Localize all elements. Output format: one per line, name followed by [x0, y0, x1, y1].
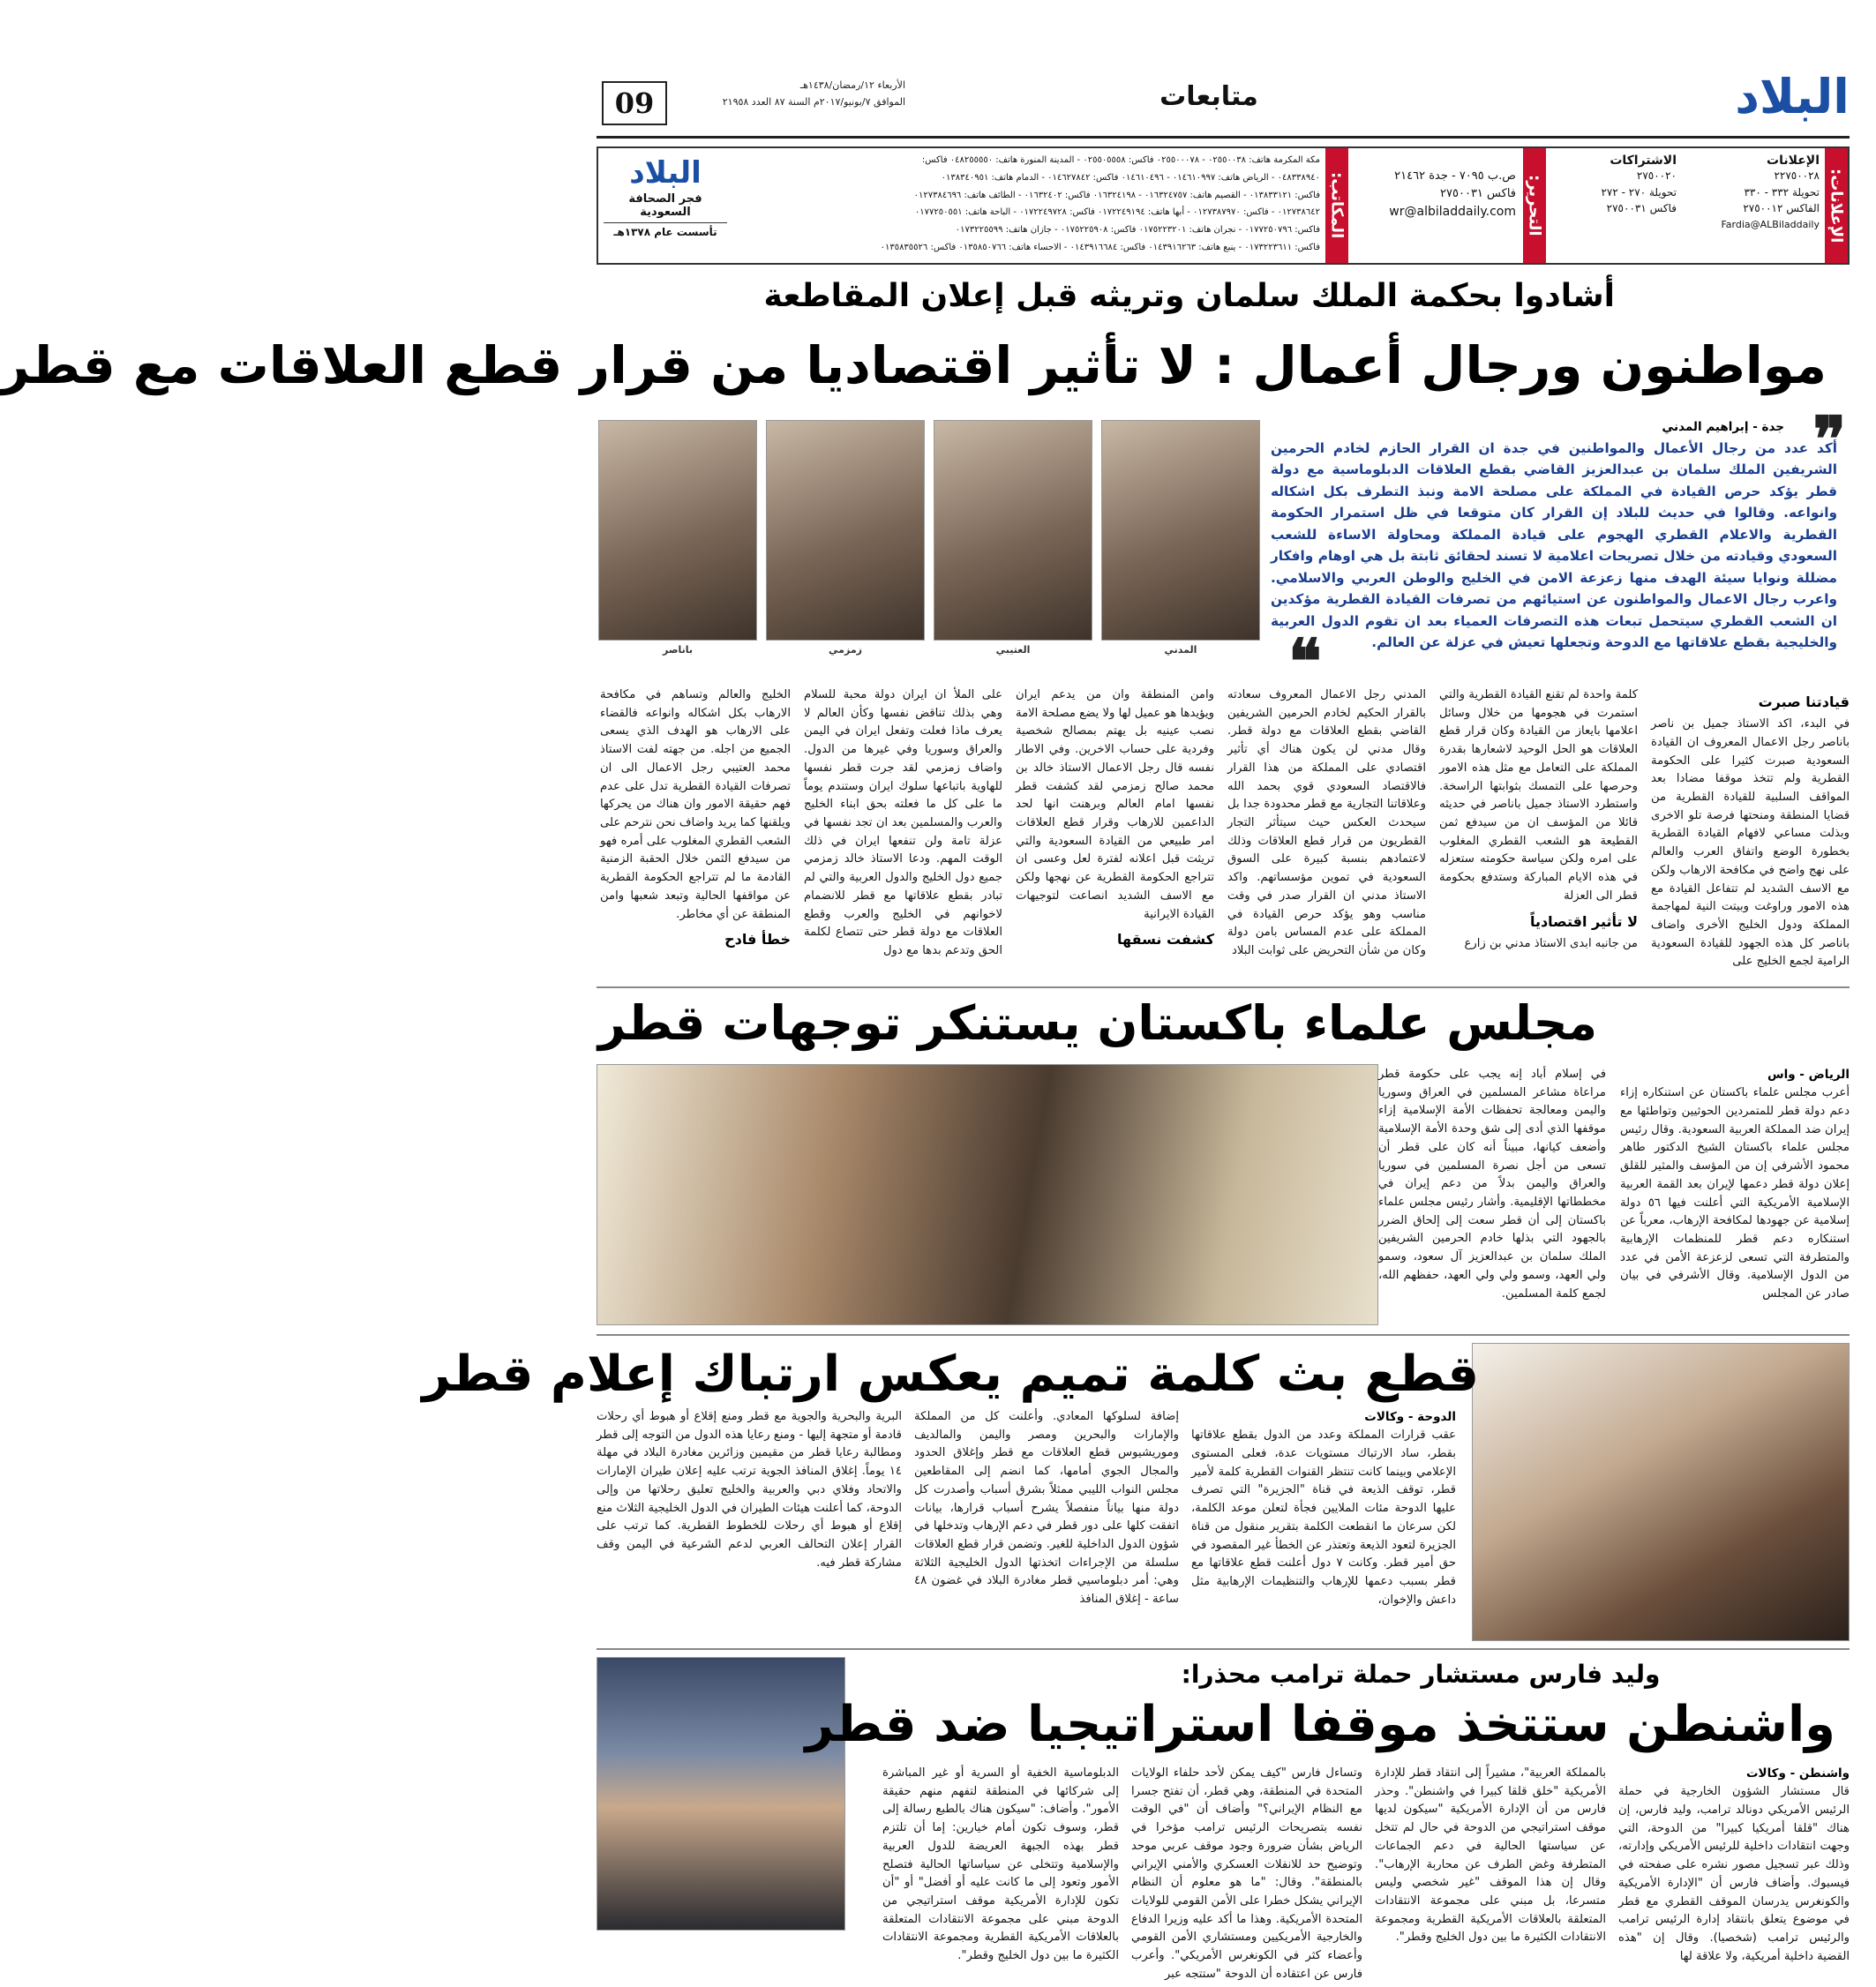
editorial-line: فاكس ٢٧٥٠٠٣١: [1440, 187, 1516, 201]
article2-text: في إسلام أباد إنه يجب على حكومة قطر مراعاة مشاعر المسلمين في العراق وسوريا واليمن ومعالجة تحفظات الأمة الإسلامية إزاء موقفها الذي أدى إلى شق وحدة الأمة الإسلامية وأضعف كيانها، مبيناً أنه كان على قطر أن تسعى من أجل نصرة المسلمين في سوريا والعراق واليمن بدلاً من دعم إيران في مخططاتها الإقليمية. وأشار رئيس مجلس علماء باكستان إلى أن قطر سعت إلى إلحاق الضرر بالجهود التي بذلها خادم الحرمين الشريفين الملك سلمان بن عبدالعزيز آل سعود، وسمو ولي العهد، وسمو ولي ولي العهد، حفظهم الله، لجمع كلمة المسلمين.: [1378, 1068, 1606, 1301]
article1-headline: مواطنون ورجال أعمال : لا تأثير اقتصاديا من قرار قطع العلاقات مع قطر: [0, 335, 1827, 395]
header-rule: [597, 136, 1850, 139]
article1-text-tail: من جانبه ابدى الاستاذ مدني بن زارع: [1464, 936, 1638, 950]
article4-column: [1375, 1765, 1606, 1961]
quote-close-icon: ❝: [1288, 625, 1322, 698]
article4-byline: واشنطن - وكالات: [1745, 1766, 1850, 1781]
article1-kicker: أشادوا بحكمة الملك سلمان وتريثه قبل إعلان المقاطعة: [763, 278, 1615, 314]
article1-column: [1651, 686, 1850, 1066]
subs-line: تحويلة ٢٧٠ - ٢٧٢: [1601, 185, 1677, 199]
divider: [597, 1334, 1850, 1336]
article4-column: [1618, 1765, 1850, 1961]
contact-infobox: [597, 146, 1850, 265]
article4-headline: واشنطن ستتخذ موقفا استراتيجيا ضد قطر: [805, 1696, 1835, 1753]
article4-column: [882, 1765, 1119, 1961]
offices-label: المكاتب:: [1325, 148, 1348, 263]
infobox-logo: البلاد: [629, 155, 702, 191]
editorial-email: wr@albiladdaily.com: [1389, 205, 1516, 220]
quote-open-icon: ❞: [1812, 402, 1846, 476]
infobox-brand: [604, 154, 727, 238]
article2-headline: مجلس علماء باكستان يستنكر توجهات قطر: [597, 995, 1597, 1051]
article4-text: بالمملكة العربية"، مشيراً إلى انتقاد قطر للإدارة الأمريكية "خلق قلقا كبيرا في واشنطن". وحذر فارس من أن الإدارة الأمريكية "سيكون لديها موقف استراتيجي من الدوحة في حال لم تتخل عن سياستها الحالية في دعم الجماعات المتطرفة وغض الطرف عن محاربة الإرهاب". وقال إن هذا الموقف "غير شخصي وليس متسرعا، بل مبني على مجموعة الانتقادات المتعلقة بالعلاقات الأمريكية القطرية ومجموعة الانتقادات الكثيرة ما بين دول الخليج وقطر".: [1375, 1766, 1606, 1945]
article4-text: وتساءل فارس "كيف يمكن لأحد حلفاء الولايات المتحدة في المنطقة، وهي قطر، أن تفتح جسرا مع النظام الإيراني؟" وأضاف أن "في الوقت نفسه بتصريحات الرئيس ترامب مؤخرا في الرياض بشأن ضرورة وجود موقف عربي موحد وتوضيح حد للانفلات العسكري والأمني الإيراني بالمنطقة". وقال: "ما هو معلوم أن النظام الإيراني يشكل خطرا على الأمن القومي للولايات المتحدة الأمريكية. وهذا ما أكد عليه وزيرا الدفاع والخارجية الأمريكيين ومستشاري الأمن القومي وأعضاء كثر في الكونغرس الأمريكي". وأعرب فارس عن اعتقاده أن الدوحة "ستتجه عبر: [1131, 1766, 1362, 1981]
article1-text: المدني رجل الاعمال المعروف سعادته بالقرار الحكيم لخادم الحرمين الشريفين القاضي بقطع العلاقات مع دولة قطر. وقال مدني لن يكون هناك أي تأثير اقتصادي على المملكة من هذا القرار فالاقتصاد السعودي قوي بحمد الله وعلاقاتنا التجارية مع قطر محدودة جدا بل سيحدث العكس حيث سيتأثر التجار القطريون من قرار قطع العلاقات وذلك لاعتمادهم بنسبة كبيرة على السوق السعودية في تموين مؤسساتهم. واكد الاستاذ مدني ان القرار صدر في وقت مناسب وهو يؤكد حرص القيادة في المملكة على عدم المساس بامن دولة وكان من شأن التحريض على ثوابت البلاد: [1227, 688, 1426, 958]
subs-block: [1553, 154, 1677, 217]
photo-caption: زمزمي: [829, 644, 862, 656]
section-title: متابعات: [1159, 81, 1258, 112]
masthead-logo-text: البلاد: [1735, 69, 1850, 124]
photo-caption: المدني: [1164, 644, 1197, 656]
ads-line: تحويلة ٣٣٢ - ٣٣٠: [1744, 185, 1820, 199]
article3-headline: قطع بث كلمة تميم يعكس ارتباك إعلام قطر: [422, 1346, 1479, 1403]
portrait-photo: [1101, 420, 1260, 641]
offices-line: فاكس: ٠١٣٨٣٣١٢١ - القصيم هاتف: ٠١٦٣٢٤٧٥٧ - ٠١٦٣٢٤١٩٨ فاكس: ٠١٦٣٢٤٠٢ - الطائف هاتف: ٠١٢٧٣٨٤٦٩٦: [913, 190, 1320, 200]
ads-email: Fardia@ALBiladdaily: [1721, 218, 1820, 230]
editorial-label: التحرير:: [1523, 148, 1546, 263]
tamim-photo: [1472, 1343, 1850, 1641]
article1-text: وامن المنطقة وان من يدعم ايران ويؤيدها هو عميل لها ولا يضع مصلحة الامة نصب عينيه بل يهتم بمصالح شخصية وفردية على حساب الاخرين. وفي الاطار نفسه قال رجل الاعمال الاستاذ خالد بن محمد صالح زمزمي لقد كشفت قطر نفسها امام العالم وبرهنت انها لحد الداعمين للارهاب وقرار قطع العلاقات امر طبيعي من القيادة السعودية والتي تريثت قبل اعلانه لفترة لعل وعسى ان تتراجع الحكومة القطرية عن نهجها ولكن مع الاسف الشديد انصاعت لتوجيهات القيادة الايرانية: [1016, 688, 1214, 921]
issue-date-line2: الموافق ٧/يونيو/٢٠١٧م السنة ٨٧ العدد ٢١٩٥٨: [722, 95, 905, 108]
page-number: 09: [602, 81, 667, 125]
article1-byline: جدة - إبراهيم المدني: [1662, 420, 1784, 434]
issue-date-line1: الأربعاء ١٢/رمضان/١٤٣٨هـ: [799, 79, 905, 91]
article4-text: الدبلوماسية الخفية أو السرية أو غير المباشرة إلى شركائها في المنطقة لتفهم منهم حقيقة الأمور". وأضاف: "سيكون هناك بالطبع رسالة إلى قطر، وسوف تكون أمام خيارين: إما أن تلتزم قطر بهذه الجبهة العريضة للدول العربية والإسلامية وتتخلى عن سياساتها الحالية فتصلح الأمور وتعود إلى ما كانت عليه أو أفضل" أو "أن تكون للإدارة الأمريكية موقف استراتيجي من الدوحة مبني على مجموعة الانتقادات المتعلقة بالعلاقات الأمريكية القطرية ومجموعة الانتقادات الكثيرة ما بين دول الخليج وقطر".: [882, 1766, 1119, 1963]
masthead-logo: [1735, 69, 1850, 129]
offices-line: مكة المكرمة هاتف: ٠٢٥٥٠٠٣٨ - ٠٢٥٥٠٠٠٧٨ فاكس: ٠٢٥٥٠٥٥٥٨ - المدينة المنورة هاتف: ٠٤٨٢٥٥٥٥٠ فاكس:: [921, 155, 1320, 165]
article1-subhead: قيادتنا صبرت: [1758, 694, 1850, 710]
article3-byline: الدوحة - وكالات: [1364, 1410, 1456, 1424]
article3-text: عقب قرارات المملكة وعدد من الدول بقطع علاقاتها بقطر، ساد الارتباك مستويات عدة، فعلى المستوى الإعلامي وبينما كانت تنتظر القنوات القطرية كلمة لأمير قطر، توقف الذيعة في قناة "الجزيرة" التي تصرف عليها الدوحة مئات الملايين فجأة لتعلن موعد الكلمة، لكن سرعان ما انقطعت الكلمة بتقرير منقول من قناة الجزيرة لتعود الذيعة وتعتذر عن الخطأ غير المقصود في حق أمير قطر. وكانت ٧ دول أعلنت قطع علاقاتها مع قطر بسبب دعمها للإرهاب والتنظيمات الإرهابية مثل داعش والإخوان،: [1191, 1428, 1456, 1607]
article3-text: البرية والبحرية والجوية مع قطر ومنع إقلاع أو هبوط أي رحلات قادمة أو متجهة إليها - ومنع رعايا هذه الدول من التوجه إلى قطر ومطالبة رعايا قطر من مقيمين وزائرين مغادرة البلاد في مهلة ١٤ يوماً. إغلاق المنافذ الجوية ترتب عليه إعلان طيران الإمارات والاتحاد وفلاي دبي والعربية والخليج تعليق رحلاتها من وإلى الدوحة، كما أعلنت هيئات الطيران في الدول الخليجية الثلاث منع إقلاع أو هبوط أي رحلات للخطوط القطرية. كما ترتب على القرار إعلان التحالف العربي لدعم الشرعية في اليمن وقف مشاركة قطر فيه.: [597, 1410, 902, 1570]
subs-line: فاكس ٢٧٥٠٠٣١: [1606, 202, 1677, 215]
article1-subhead: لا تأثير اقتصادياً: [1529, 912, 1638, 930]
article2-column: [1620, 1066, 1850, 1332]
issue-date: [676, 78, 905, 131]
article3-column: [914, 1408, 1179, 1641]
article1-text: في البدء، اكد الاستاذ جميل بن ناصر باناصر رجل الاعمال المعروف ان القيادة السعودية صبرت كثيرا على الحكومة القطرية ولم تتخذ موقفا مضادا بعد المواقف السلبية للقيادة القطرية من قضايا المنطقة ومنحتها فرصة تلو الاخرى وبذلت مساعي لافهام القيادة القطرية بخطورة الوضع واتفاق العرب والعالم على نهج واضح في مكافحة الارهاب ولكن مع الاسف الشديد لم تتفاعل القيادة مع هذه الامور وراوغت وبيتت النية لمهاجمة المملكة ودول الخليج الأخرى واضاف باناصر كل هذه الجهود للقيادة السعودية الرامية لجمع الخليج على: [1651, 717, 1850, 969]
offices-line: ٠٤٨٣٣٨٩٤٠ - الرياض هاتف: ٠١٤٦١٠٩٩٧ - ٠١٤٦١٠٤٩٦ فاكس: ٠١٤٦٢٧٨٤٢ - الدمام هاتف: ٠١٣٨٣٤٠٩٥١: [941, 172, 1320, 183]
divider: [597, 986, 1850, 988]
article2-text: أعرب مجلس علماء باكستان عن استنكاره إزاء دعم دولة قطر للمتمردين الحوثيين وتواطئها مع إيران ضد المملكة العربية السعودية. وقال رئيس مجلس علماء باكستان الشيخ الدكتور طاهر محمود الأشرفي إن من المؤسف والمثير للقلق إعلان دولة قطر دعمها لإيران بعد القمة العربية الإسلامية الأمريكية التي أعلنت فيها ٥٦ دولة إسلامية عن جهودها لمكافحة الإرهاب، معرباً عن استنكاره دعم قطر للمنظمات الإرهابية والمتطرفة التي تسعى لزعزعة الأمن في عدد من الدول الإسلامية. وقال الأشرفي في بيان صادر عن المجلس: [1620, 1086, 1850, 1301]
offices-line: ٠١٢٧٣٨٦٤٢ - فاكس: ٠١٢٧٣٨٧٩٧٠ - أبها هاتف: ٠١٧٢٢٤٩١٩٤ فاكس: ٠١٧٢٢٤٩٧٢٨ - الباحة هاتف: ٠١٧٧٢٥٠٥٥١: [914, 207, 1320, 218]
portrait-photo: [766, 420, 925, 641]
subs-line: ٢٧٥٠٠٢٠: [1636, 169, 1677, 182]
offices-line: فاكس: ٠١٧٧٢٥٠٧٩٦ - نجران هاتف: ٠١٧٥٢٢٣٢٠١ فاكس: ٠١٧٥٢٢٥٩٠٨ - جازان هاتف: ٠١٧٣٢٢٥٥٩٩: [955, 225, 1320, 236]
scholars-photo: [597, 1064, 1378, 1325]
editorial-block: [1354, 168, 1516, 222]
article1-subhead: كشفت نسقها: [1117, 931, 1214, 949]
article4-text: قال مستشار الشؤون الخارجية في حملة الرئيس الأمريكي دونالد ترامب، وليد فارس، إن هناك "قلقا أمريكيا كبيرا" من الدوحة، التي وجهت انتقادات داخلية للرئيس الأمريكي وإدارته، وذلك عبر تسجيل مصور نشره على صفحته في فيسبوك. وأضاف فارس أن "الإدارة الأمريكية والكونغرس يدرسان الموقف القطري مع قطر في موضوع يتعلق بانتقاد إدارة الرئيس ترامب والرئيس ترامب (شخصيا). وقال إن "هذه القضية داخلية أمريكية، ولا علاقة لها: [1618, 1785, 1850, 1963]
article4-kicker: وليد فارس مستشار حملة ترامب محذرا:: [1181, 1660, 1661, 1689]
article3-column: [597, 1408, 902, 1641]
ads-block: [1689, 154, 1820, 232]
article1-text: على الملأ ان ايران دولة محبة للسلام وهي بذلك تناقض نفسها وكأن العالم لا يعرف ماذا فعلت وتفعل ايران في اليمن والعراق وسوريا وفي غيرها من الدول. واضاف زمزمي لقد جرت قطر نفسها للهاوية باتباعها سلوك ايران وستندم يوماً ما على كل ما فعلته بحق ابناء الخليج والعرب والمسلمين بعد ان تجد نفسها في عزلة تامة ولن تنفعها ايران في ذلك الوقت المهم. ودعا الاستاذ خالد زمزمي جميع دول الخليج والدول العربية والتي لم تبادر بقطع علاقاتها مع قطر للانضمام لاخوانهم في الخليج والعرب وقطع العلاقات مع دولة قطر حتى تتصاع لكلمة الحق وتدعم بدها مع دول: [804, 688, 1002, 958]
article4-column: [1131, 1765, 1362, 1981]
ads-line: ٢٢٧٥٠٠٢٨: [1774, 169, 1820, 182]
article1-lead: أكد عدد من رجال الأعمال والمواطنين في جدة ان القرار الحازم لخادم الحرمين الشريفين الملك سلمان بن عبدالعزيز القاضي بقطع العلاقات الدبلوماسية مع دولة قطر يؤكد حرص القيادة في المملكة على مصلحة الامة ونبذ التطرف بكل اشكاله وانواعه. وقالوا في حديث للبلاد إن القرار كان متوقعا في ظل استمرار الحكومة القطرية والاعلام القطري الهجوم على قيادة المملكة ومحاولة الاساءة للشعب السعودي وقيادته من خلال تصريحات اعلامية لا تسند لحقائق ثابتة بل هي اوهام وافكار مضللة ونوايا سيئة الهدف منها زعزعة الامن في الخليج والوطن العربي والاسلامي. واعرب رجال الاعمال والمواطنون عن استيائهم من تصرفات القيادة القطرية مؤكدين ان الشعب القطري سيتحمل تبعات هذه التصرفات العمياء بعد ان تقوم الدول العربية والخليجية بقطع علاقاتها مع الدوحة وتجعلها تعيش في عزلة عن العالم.: [1271, 440, 1837, 651]
article3-column: [1191, 1408, 1456, 1641]
editorial-line: ص.ب ٧٠٩٥ - جدة ٢١٤٦٢: [1394, 169, 1516, 183]
article1-subhead: خطأ فادح: [724, 931, 791, 949]
portrait-photo: [934, 420, 1092, 641]
ads-line: الفاكس ٢٧٥٠٠١٢: [1743, 202, 1820, 215]
photo-caption: العتيبي: [995, 644, 1031, 656]
offices-block: [807, 152, 1320, 257]
offices-line: فاكس: ٠١٧٣٢٢٣٦١١ - ينبع هاتف: ٠١٤٣٩١٦٢٦٣ فاكس: ٠١٤٣٩١٦٦٨٤ - الاحساء هاتف: ٠١٣٥٨٥٠٧٦٦ فاكس: ٠١٣٥٨٣٥٥٢٦: [880, 242, 1320, 252]
article2-column: [1378, 1066, 1606, 1332]
divider: [597, 1648, 1850, 1650]
article3-text: إضافة لسلوكها المعادي. وأعلنت كل من المملكة والإمارات والبحرين ومصر واليمن والمالديف وموريشيوس قطع العلاقات مع قطر وإغلاق الحدود والمجال الجوي أمامها، كما انضم إلى المقاطعين مجلس النواب الليبي ممثلاً بشرق أسباب وأصدرت كل دولة منها بياناً منفصلاً يشرح أسباب قرارها، بيانات اتفقت كلها على دور قطر في دعم الإرهاب وتدخلها في شؤون الدول الداخلية للغير. وتضمن قرار قطع العلاقات سلسلة من الإجراءات اتخذتها الدول الخليجية الثلاثة وهي: أمر دبلوماسيي قطر مغادرة البلاد في غضون ٤٨ ساعة - إغلاق المنافذ: [914, 1410, 1179, 1607]
subs-title: الاشتراكات: [1610, 154, 1677, 168]
infobox-slogan: فجر الصحافة السعودية: [628, 192, 702, 219]
ads-label: الإعلانات:: [1825, 148, 1848, 263]
article1-text: الخليج والعالم وتساهم في مكافحة الارهاب بكل اشكاله وانواعه فالقضاء على الارهاب هو الهدف الذي يسعى الجميع من اجله. من جهته لفت الاستاذ محمد العتيبي رجل الاعمال الى ان تصرفات القيادة القطرية تدل على عدم فهم حقيقة الامور وان هناك من يحركها ويلقنها كما يريد واضاف نحن نترحم على الشعب القطري المغلوب على أمره فهو من سيدفع الثمن خلال الحقبة الزمنية القادمة ما لم تتراجع الحكومة القطرية عن مواقفها الحالية وتبعد شعبها وامن المنطقة عن أي مخاطر.: [600, 688, 791, 921]
infobox-founded: تأسست عام ١٣٧٨هـ: [604, 222, 727, 238]
article1-photos: [597, 420, 1260, 658]
article1-text: كلمة واحدة لم تقنع القيادة القطرية والتي استمرت في هجومها من خلال وسائل اعلامها بايعاز من القيادة وكان قرار قطع العلاقات هو الحل الوحيد لاشعارها بقدرة المملكة على التعامل مع مثل هذه الامور وحرصها على التمسك بثوابتها الراسخة. واستطرد الاستاذ جميل باناصر في حديثه قائلا من المؤسف ان من سيدفع ثمن القطيعة هو الشعب القطري المغلوب على امره ولكن سياسة حكومته ستعزله في هذه الايام المباركة وستدفع بحكومة قطر الى العزلة: [1439, 688, 1638, 903]
ads-title: الإعلانات: [1767, 154, 1820, 168]
portrait-photo: [598, 420, 757, 641]
article2-byline: الرياض - واس: [1767, 1068, 1850, 1082]
photo-caption: باناصر: [663, 644, 693, 656]
